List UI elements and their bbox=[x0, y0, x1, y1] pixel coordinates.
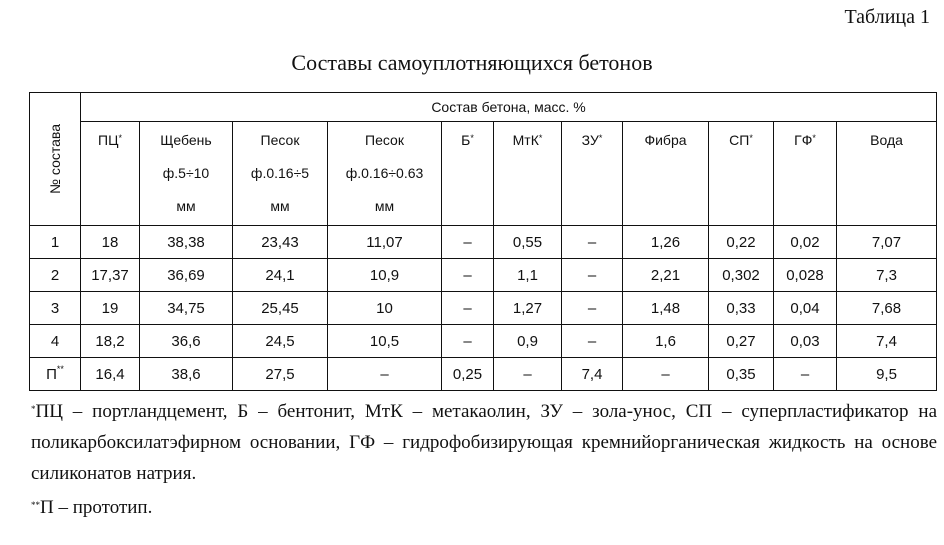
table-cell: – bbox=[494, 358, 562, 391]
prototype-footnote bbox=[31, 492, 937, 523]
table-cell: 34,75 bbox=[140, 292, 233, 325]
column-header-line: ф.0.16÷5 bbox=[250, 165, 310, 181]
table-cell: 10,9 bbox=[328, 259, 442, 292]
table-cell: 10 bbox=[328, 292, 442, 325]
composition-number: 3 bbox=[50, 299, 60, 317]
column-header-line: Песок bbox=[365, 132, 404, 148]
table-cell: 38,38 bbox=[140, 226, 233, 259]
table-cell: – bbox=[562, 325, 623, 358]
footnotes bbox=[31, 396, 937, 523]
composition-number: 1 bbox=[50, 233, 60, 251]
table-cell: 19 bbox=[81, 292, 140, 325]
table-cell: 0,02 bbox=[774, 226, 837, 259]
composition-number-header bbox=[30, 93, 81, 226]
table-cell: 1,6 bbox=[623, 325, 709, 358]
composition-number-header-text: № состава bbox=[47, 124, 63, 194]
column-header bbox=[709, 122, 774, 226]
table-cell: 0,04 bbox=[774, 292, 837, 325]
table-number-label: Таблица 1 bbox=[844, 6, 930, 28]
table-cell: – bbox=[623, 358, 709, 391]
table-cell: – bbox=[442, 325, 494, 358]
column-header bbox=[140, 122, 233, 226]
table-cell: 38,6 bbox=[140, 358, 233, 391]
table-cell: 0,03 bbox=[774, 325, 837, 358]
table-cell: 27,5 bbox=[233, 358, 328, 391]
column-header-text: ЗУ bbox=[581, 132, 599, 148]
column-header-line: Вода bbox=[870, 132, 903, 148]
table-cell: 1,27 bbox=[494, 292, 562, 325]
column-header-footnote-mark: * bbox=[812, 133, 816, 143]
composition-number-footnote-mark: ** bbox=[56, 363, 64, 374]
table-cell: 1,48 bbox=[623, 292, 709, 325]
column-header-line: ф.0.16÷0.63 bbox=[345, 165, 424, 181]
table-cell: 17,37 bbox=[81, 259, 140, 292]
table-cell: 0,9 bbox=[494, 325, 562, 358]
composition-table bbox=[29, 92, 937, 391]
table-cell: 1,26 bbox=[623, 226, 709, 259]
table-cell: 9,5 bbox=[837, 358, 937, 391]
column-header-row bbox=[30, 122, 937, 226]
composition-number: П bbox=[46, 365, 57, 383]
table-cell: 0,27 bbox=[709, 325, 774, 358]
composition-number-cell bbox=[30, 325, 81, 358]
column-header-line bbox=[562, 122, 622, 157]
table-cell: 25,45 bbox=[233, 292, 328, 325]
table-cell: – bbox=[442, 226, 494, 259]
table-cell: 2,21 bbox=[623, 259, 709, 292]
table-cell: 1,1 bbox=[494, 259, 562, 292]
column-header-line: мм bbox=[176, 198, 196, 214]
prototype-footnote-mark: ** bbox=[31, 500, 40, 510]
column-header-line: Фибра bbox=[644, 132, 687, 148]
column-header-text: ПЦ bbox=[98, 132, 119, 148]
table-cell: 7,68 bbox=[837, 292, 937, 325]
table-row bbox=[30, 325, 937, 358]
column-header-line bbox=[442, 122, 493, 157]
table-cell: – bbox=[442, 259, 494, 292]
table-cell: 36,69 bbox=[140, 259, 233, 292]
table-cell: 11,07 bbox=[328, 226, 442, 259]
table-cell: – bbox=[328, 358, 442, 391]
table-cell: 0,302 bbox=[709, 259, 774, 292]
column-header-line bbox=[494, 122, 561, 157]
table-cell: 24,1 bbox=[233, 259, 328, 292]
column-header bbox=[328, 122, 442, 226]
column-header bbox=[837, 122, 937, 226]
table-cell: – bbox=[774, 358, 837, 391]
composition-number-cell bbox=[30, 292, 81, 325]
table-body bbox=[30, 226, 937, 391]
column-header bbox=[494, 122, 562, 226]
column-header-footnote-mark: * bbox=[598, 133, 603, 143]
abbreviation-footnote bbox=[31, 396, 937, 489]
table-cell: – bbox=[562, 226, 623, 259]
table-cell: 18,2 bbox=[81, 325, 140, 358]
table-cell: – bbox=[562, 292, 623, 325]
column-header-text: МтК bbox=[512, 132, 539, 148]
column-header bbox=[623, 122, 709, 226]
column-header bbox=[81, 122, 140, 226]
table-cell: 7,4 bbox=[562, 358, 623, 391]
column-header-line: Песок bbox=[260, 132, 300, 148]
table-cell: 7,07 bbox=[837, 226, 937, 259]
table-cell: 7,4 bbox=[837, 325, 937, 358]
table-row bbox=[30, 259, 937, 292]
column-header-line: ф.5÷10 bbox=[162, 165, 210, 181]
table-row bbox=[30, 226, 937, 259]
abbreviation-footnote-text: ПЦ – портландцемент, Б – бентонит, МтК – метакаолин, ЗУ – зола-унос, СП – суперпластификатор на поликарбоксилатэфирном основании, ГФ – гидрофобизирующая кремнийорганическая жидкость на основе силиконатов натрия. bbox=[31, 401, 937, 484]
table-cell: 0,35 bbox=[709, 358, 774, 391]
table-cell: – bbox=[562, 259, 623, 292]
concrete-composition-header: Состав бетона, масс. % bbox=[81, 93, 937, 122]
table-cell: 16,4 bbox=[81, 358, 140, 391]
column-header-line bbox=[774, 122, 836, 157]
column-header-line bbox=[709, 122, 773, 157]
column-header-text: Б bbox=[461, 132, 471, 148]
column-header-line: мм bbox=[374, 198, 395, 214]
composition-number-cell bbox=[30, 358, 81, 391]
column-header-footnote-mark: * bbox=[749, 133, 753, 143]
table-cell: 0,25 bbox=[442, 358, 494, 391]
table-cell: 7,3 bbox=[837, 259, 937, 292]
column-header-text: ГФ bbox=[794, 132, 813, 148]
table-cell: 18 bbox=[81, 226, 140, 259]
column-header bbox=[233, 122, 328, 226]
table-cell: 0,33 bbox=[709, 292, 774, 325]
table-cell: 10,5 bbox=[328, 325, 442, 358]
column-header bbox=[774, 122, 837, 226]
table-title: Составы самоуплотняющихся бетонов bbox=[291, 50, 653, 75]
column-header bbox=[442, 122, 494, 226]
column-header-footnote-mark: * bbox=[538, 133, 543, 143]
table-cell: 0,22 bbox=[709, 226, 774, 259]
column-header-footnote-mark: * bbox=[118, 133, 122, 143]
composition-number: 4 bbox=[50, 332, 60, 350]
column-header-line: мм bbox=[270, 198, 290, 214]
table-cell: 0,55 bbox=[494, 226, 562, 259]
abbreviation-footnote-mark: * bbox=[31, 404, 36, 414]
composition-number-cell bbox=[30, 226, 81, 259]
composition-number-cell bbox=[30, 259, 81, 292]
table-cell: 36,6 bbox=[140, 325, 233, 358]
column-header-line: Щебень bbox=[160, 132, 212, 148]
composition-number: 2 bbox=[50, 266, 60, 284]
table-cell: – bbox=[442, 292, 494, 325]
table-cell: 23,43 bbox=[233, 226, 328, 259]
column-header-line bbox=[81, 122, 139, 157]
column-header-footnote-mark: * bbox=[470, 133, 474, 143]
table-row bbox=[30, 292, 937, 325]
table-cell: 0,028 bbox=[774, 259, 837, 292]
table-row bbox=[30, 358, 937, 391]
prototype-footnote-text: П – прототип. bbox=[40, 497, 153, 518]
column-header bbox=[562, 122, 623, 226]
table-cell: 24,5 bbox=[233, 325, 328, 358]
column-header-text: СП bbox=[729, 132, 750, 148]
